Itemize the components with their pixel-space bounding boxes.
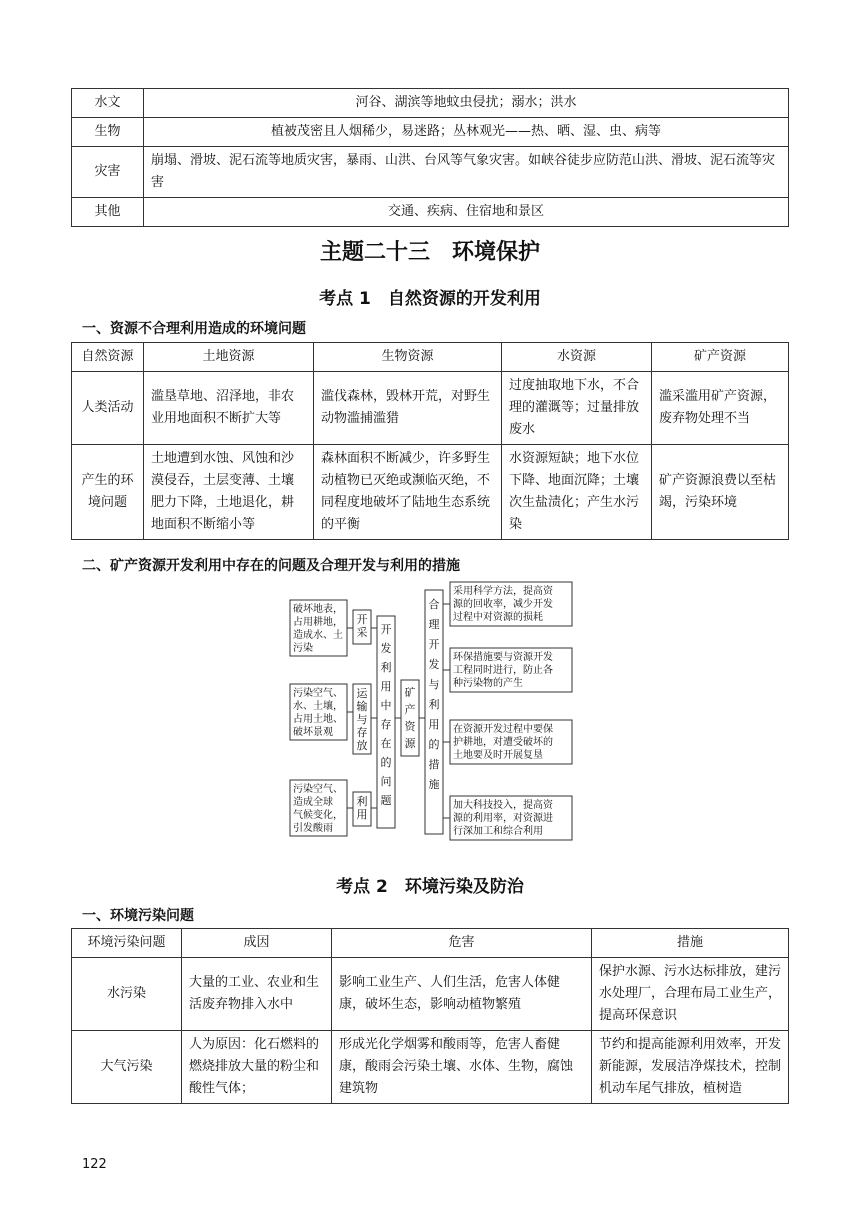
problem-line: 引发酸雨 [293, 823, 333, 834]
center-root-label: 矿产资源 [404, 686, 416, 750]
row-content: 河谷、湖滨等地蚊虫侵扰；溺水；洪水 [144, 89, 789, 118]
measure-line: 种污染物的产生 [453, 678, 523, 689]
section3-title: 一、环境污染问题 [82, 908, 194, 924]
problem-line: 破坏景观 [293, 727, 333, 738]
column-header: 自然资源 [72, 343, 144, 372]
table-cell: 滥垦草地、沼泽地，非农业用地面积不断扩大等 [144, 372, 314, 445]
table-cell: 形成光化学烟雾和酸雨等，危害人畜健康，酸雨会污染土壤、水体、生物，腐蚀建筑物 [332, 1031, 592, 1104]
table-cell: 矿产资源浪费以至枯竭，污染环境 [652, 445, 789, 540]
table-cell: 影响工业生产、人们生活，危害人体健康，破坏生态，影响动植物繁殖 [332, 958, 592, 1031]
measure-line: 工程同时进行，防止各 [453, 665, 553, 676]
measure-line: 护耕地，对遭受破坏的 [453, 737, 553, 748]
table-row [72, 958, 789, 1031]
center-problem-label: 开发利用中存在的问题 [380, 623, 392, 807]
kaodian1-title: 考点 1 自然资源的开发利用 [319, 289, 541, 309]
table-row [72, 147, 789, 198]
row-content: 崩塌、滑坡、泥石流等地质灾害，暴雨、山洪、台风等气象灾害。如峡谷徒步应防范山洪、滑坡、泥石流等灾害 [144, 147, 789, 198]
row-label: 生物 [72, 118, 144, 147]
theme-title: 主题二十三 环境保护 [319, 240, 540, 265]
measure-line: 采用科学方法，提高资 [453, 586, 553, 597]
table-cell: 滥伐森林，毁林开荒，对野生动物滥捕滥猎 [314, 372, 502, 445]
problem-line: 破坏地表， [293, 604, 343, 615]
stage-label-mining: 开采 [356, 613, 368, 639]
section2-title: 二、矿产资源开发利用中存在的问题及合理开发与利用的措施 [82, 558, 460, 574]
measure-line: 行深加工和综合利用 [453, 826, 543, 837]
table-cell: 节约和提高能源利用效率，开发新能源，发展洁净煤技术，控制机动车尾气排放，植树造 [592, 1031, 789, 1104]
pollution-table [71, 928, 789, 1104]
table-header-row [72, 343, 789, 372]
table-cell: 土地遭到水蚀、风蚀和沙漠侵吞，土层变薄、土壤肥力下降，土地退化，耕地面积不断缩小等 [144, 445, 314, 540]
table-cell: 大量的工业、农业和生活废弃物排入水中 [182, 958, 332, 1031]
row-label: 产生的环境问题 [72, 445, 144, 540]
stage-label-transport: 运输与存放 [356, 687, 368, 752]
row-content: 交通、疾病、住宿地和景区 [144, 198, 789, 227]
center-measure-label: 合理开发与利用的措施 [428, 598, 440, 791]
stage-label-use: 利用 [356, 795, 368, 821]
column-header: 措施 [592, 929, 789, 958]
problem-line: 水、土壤， [293, 701, 343, 712]
column-header: 矿产资源 [652, 343, 789, 372]
column-header: 水资源 [502, 343, 652, 372]
measure-line: 在资源开发过程中要保 [453, 724, 553, 735]
measure-line: 源的回收率，减少开发 [453, 599, 553, 610]
row-content: 植被茂密且人烟稀少，易迷路；丛林观光——热、晒、湿、虫、病等 [144, 118, 789, 147]
problem-line: 污染空气、 [293, 688, 343, 699]
column-header: 环境污染问题 [72, 929, 182, 958]
table-cell: 森林面积不断减少，许多野生动植物已灭绝或濒临灭绝，不同程度地破坏了陆地生态系统的平衡 [314, 445, 502, 540]
table-row [72, 118, 789, 147]
problem-line: 污染空气、 [293, 784, 343, 795]
row-label: 人类活动 [72, 372, 144, 445]
measure-line: 源的利用率，对资源进 [453, 813, 553, 824]
problem-line: 占用土地、 [293, 714, 343, 725]
table-cell: 滥采滥用矿产资源，废弃物处理不当 [652, 372, 789, 445]
table-header-row [72, 929, 789, 958]
mineral-diagram [280, 580, 580, 845]
measure-line: 过程中对资源的损耗 [453, 612, 543, 623]
table-row [72, 372, 789, 445]
section1-title: 一、资源不合理利用造成的环境问题 [82, 321, 306, 337]
kaodian2-title: 考点 2 环境污染及防治 [336, 877, 524, 897]
row-label: 灾害 [72, 147, 144, 198]
column-header: 危害 [332, 929, 592, 958]
problem-line: 污染 [293, 643, 313, 654]
table-row [72, 89, 789, 118]
column-header: 成因 [182, 929, 332, 958]
hazard-table [71, 88, 789, 227]
problem-line: 占用耕地， [293, 617, 343, 628]
column-header: 生物资源 [314, 343, 502, 372]
table-cell: 水资源短缺；地下水位下降、地面沉降；土壤次生盐渍化；产生水污染 [502, 445, 652, 540]
row-label: 其他 [72, 198, 144, 227]
table-row [72, 1031, 789, 1104]
problem-line: 气候变化， [293, 810, 343, 821]
table-row [72, 198, 789, 227]
row-label: 水污染 [72, 958, 182, 1031]
measure-line: 土地要及时开展复垦 [453, 750, 543, 761]
column-header: 土地资源 [144, 343, 314, 372]
page-number: 122 [82, 1157, 107, 1172]
problem-line: 造成全球 [293, 797, 333, 808]
row-label: 水文 [72, 89, 144, 118]
measure-line: 环保措施要与资源开发 [453, 652, 553, 663]
problem-line: 造成水、土 [293, 630, 343, 641]
table-cell: 过度抽取地下水，不合理的灌溉等；过量排放废水 [502, 372, 652, 445]
resource-table [71, 342, 789, 540]
table-row [72, 445, 789, 540]
measure-line: 加大科技投入，提高资 [453, 800, 553, 811]
table-cell: 人为原因：化石燃料的燃烧排放大量的粉尘和酸性气体； [182, 1031, 332, 1104]
table-cell: 保护水源、污水达标排放，建污水处理厂，合理布局工业生产，提高环保意识 [592, 958, 789, 1031]
row-label: 大气污染 [72, 1031, 182, 1104]
